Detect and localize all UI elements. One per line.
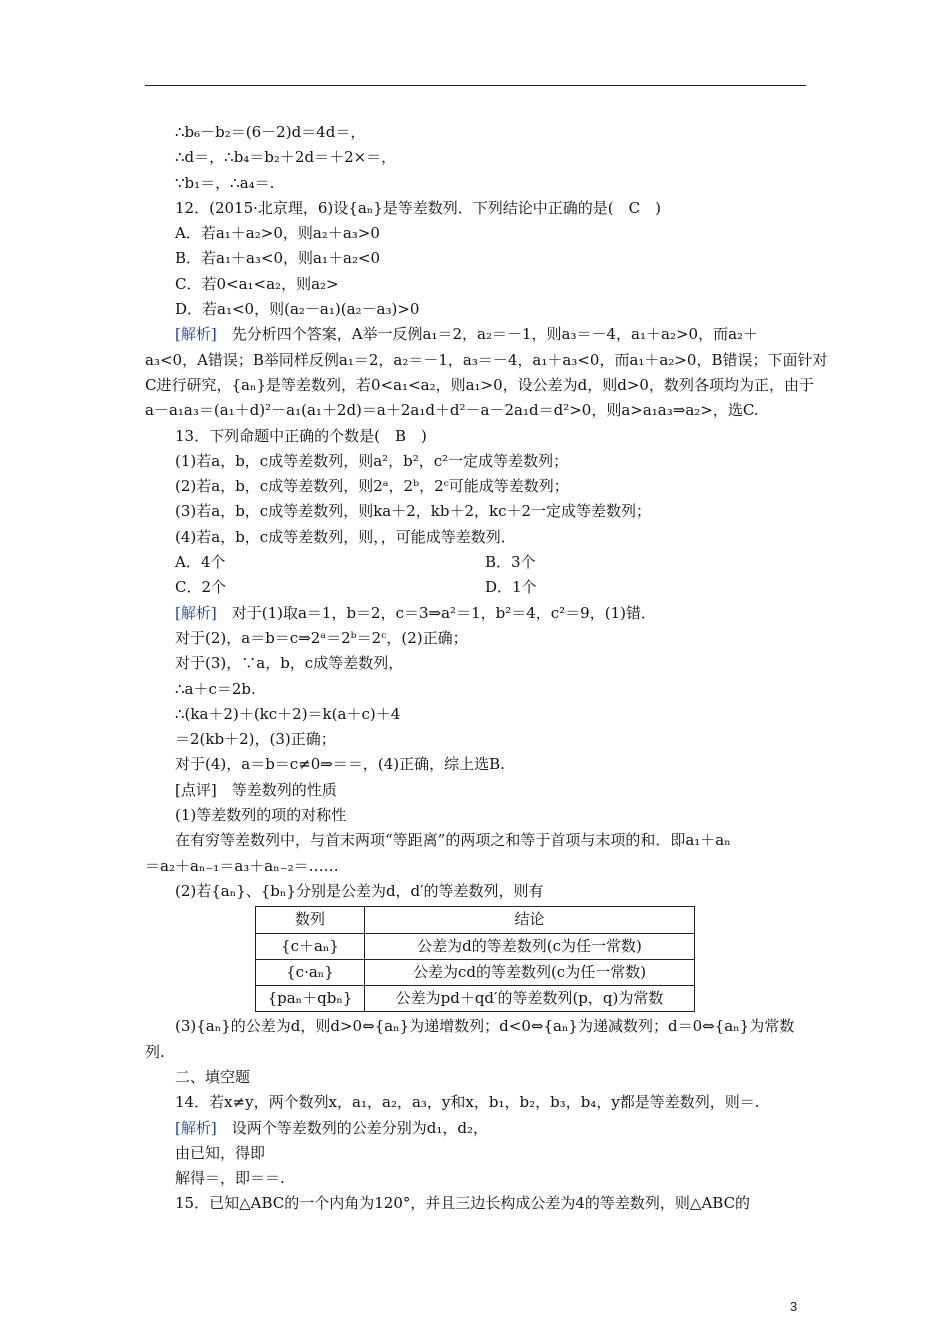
- comment-line: (2)若{aₙ}、{bₙ}分别是公差为d，d′的等差数列，则有: [175, 881, 544, 900]
- question-13-item: (3)若a，b，c成等差数列，则ka＋2，kb＋2，kc＋2一定成等差数列；: [175, 502, 652, 521]
- text-line: ∴d＝，∴b₄＝b₂＋2d＝＋2×＝，: [175, 148, 397, 167]
- analysis-text: 对于(1)取a＝1，b＝2，c＝3⇒a²＝1，b²＝4，c²＝9，(1)错．: [216, 603, 656, 622]
- analysis-tag: [解析]: [175, 603, 217, 622]
- table-row: [256, 959, 695, 985]
- question-12-stem: 12．(2015·北京理，6)设{aₙ}是等差数列．下列结论中正确的是( C ): [175, 198, 661, 217]
- comment-line: 在有穷等差数列中，与首末两项“等距离”的两项之和等于首项与末项的和．即a₁＋aₙ: [175, 831, 731, 850]
- table-cell: 公差为cd的等差数列(c为任一常数): [365, 959, 695, 985]
- question-13-option-a: A．4个: [175, 553, 226, 572]
- analysis-line: 对于(2)，a＝b＝c⇒2ᵃ＝2ᵇ＝2ᶜ，(2)正确；: [175, 628, 468, 647]
- question-13-item: (1)若a，b，c成等差数列，则a²，b²，c²一定成等差数列；: [175, 451, 569, 470]
- analysis-line: ∴a＋c＝2b.: [175, 679, 256, 698]
- analysis-text: 先分析四个答案，A举一反例a₁＝2，a₂＝－1，则a₃＝－4，a₁＋a₂>0，而a₂＋: [216, 325, 759, 344]
- text-line: ∴b₆－b₂＝(6－2)d＝4d＝，: [175, 123, 366, 141]
- question-13-stem: 13．下列命题中正确的个数是( B ): [175, 426, 427, 445]
- text-line: ∵b₁＝，∴a₄＝.: [175, 173, 275, 192]
- analysis-line: 解得＝，即＝＝.: [175, 1169, 285, 1188]
- question-13-option-c: C．2个: [175, 578, 227, 597]
- analysis-line: ∴(ka＋2)＋(kc＋2)＝k(a＋c)＋4: [175, 704, 401, 723]
- analysis-text: 设两个等差数列的公差分别为d₁，d₂，: [216, 1118, 488, 1137]
- question-13-options-row: [145, 575, 806, 600]
- comment-line: (3){aₙ}的公差为d，则d>0⇔{aₙ}为递增数列；d<0⇔{aₙ}为递减数列；d＝0⇔{aₙ}为常数: [175, 1017, 795, 1036]
- analysis-line: a₃<0，A错误；B举同样反例a₁＝2，a₂＝－1，a₃＝－4，a₁＋a₃<0，而a₁＋a₂>0，B错误；下面针对: [145, 350, 828, 369]
- question-14-stem: 14．若x≠y，两个数列x，a₁，a₂，a₃，y和x，b₁，b₂，b₃，b₄，y都是等差数列，则＝.: [175, 1093, 760, 1112]
- header-rule: [145, 85, 806, 86]
- properties-table: [255, 906, 695, 1012]
- table-row: [256, 933, 695, 959]
- analysis-line: 对于(3)，∵a，b，c成等差数列，: [175, 654, 404, 673]
- analysis-tag: [解析]: [175, 1118, 217, 1137]
- analysis-line: [145, 1116, 806, 1141]
- comment-line: ＝a₂＋aₙ₋₁＝a₃＋aₙ₋₂＝……: [145, 856, 339, 875]
- table-cell: 公差为pd＋qd′的等差数列(p，q)为常数: [365, 986, 695, 1012]
- comment-line: (1)等差数列的项的对称性: [175, 806, 347, 825]
- analysis-line: 对于(4)，a＝b＝c≠0⇒＝＝，(4)正确，综上选B.: [175, 755, 505, 774]
- question-12-option-b: B．若a₁＋a₃<0，则a₁＋a₂<0: [175, 249, 381, 268]
- comment-title: 等差数列的性质: [216, 780, 337, 799]
- comment-line: [145, 778, 806, 803]
- question-13-option-d: D．1个: [485, 578, 537, 597]
- analysis-line: ＝2(kb＋2)，(3)正确；: [175, 730, 336, 749]
- table-cell: 公差为d的等差数列(c为任一常数): [365, 933, 695, 959]
- table-header-cell: 数列: [256, 907, 365, 933]
- analysis-line: 由已知，得即: [175, 1143, 266, 1162]
- question-13-item: (4)若a，b，c成等差数列，则，，可能成等差数列．: [175, 527, 516, 546]
- question-12-option-a: A．若a₁＋a₂>0，则a₂＋a₃>0: [175, 224, 380, 243]
- analysis-line: C进行研究，{aₙ}是等差数列，若0<a₁<a₂，则a₁>0，设公差为d，则d>0，数列各项均为正，由于: [145, 375, 814, 394]
- table-row: [256, 986, 695, 1012]
- question-12-option-c: C．若0<a₁<a₂，则a₂>: [175, 274, 339, 293]
- question-13-item: (2)若a，b，c成等差数列，则2ᵃ，2ᵇ，2ᶜ可能成等差数列；: [175, 477, 569, 496]
- table-header-row: [256, 907, 695, 933]
- analysis-line: [145, 322, 806, 347]
- page-number: 3: [790, 1299, 798, 1314]
- question-15-stem: 15．已知△ABC的一个内角为120°，并且三边长构成公差为4的等差数列，则△ABC的: [175, 1194, 751, 1213]
- table-header-cell: 结论: [365, 907, 695, 933]
- table-cell: {c＋aₙ}: [256, 933, 365, 959]
- analysis-line: [145, 601, 806, 626]
- section-heading: 二、填空题: [175, 1067, 251, 1086]
- comment-line: 列.: [145, 1042, 165, 1061]
- table-cell: {paₙ＋qbₙ}: [256, 986, 365, 1012]
- document-body: [145, 120, 828, 1217]
- question-13-option-b: B．3个: [485, 553, 536, 572]
- comment-tag: [点评]: [175, 780, 217, 799]
- table-cell: {c·aₙ}: [256, 959, 365, 985]
- question-13-options-row: [145, 550, 806, 575]
- analysis-line: a－a₁a₃＝(a₁＋d)²－a₁(a₁＋2d)＝a＋2a₁d＋d²－a－2a₁d＝d²>0，则a>a₁a₃⇒a₂>，选C.: [145, 401, 759, 420]
- analysis-tag: [解析]: [175, 325, 217, 344]
- question-12-option-d: D．若a₁<0，则(a₂－a₁)(a₂－a₃)>0: [175, 300, 420, 319]
